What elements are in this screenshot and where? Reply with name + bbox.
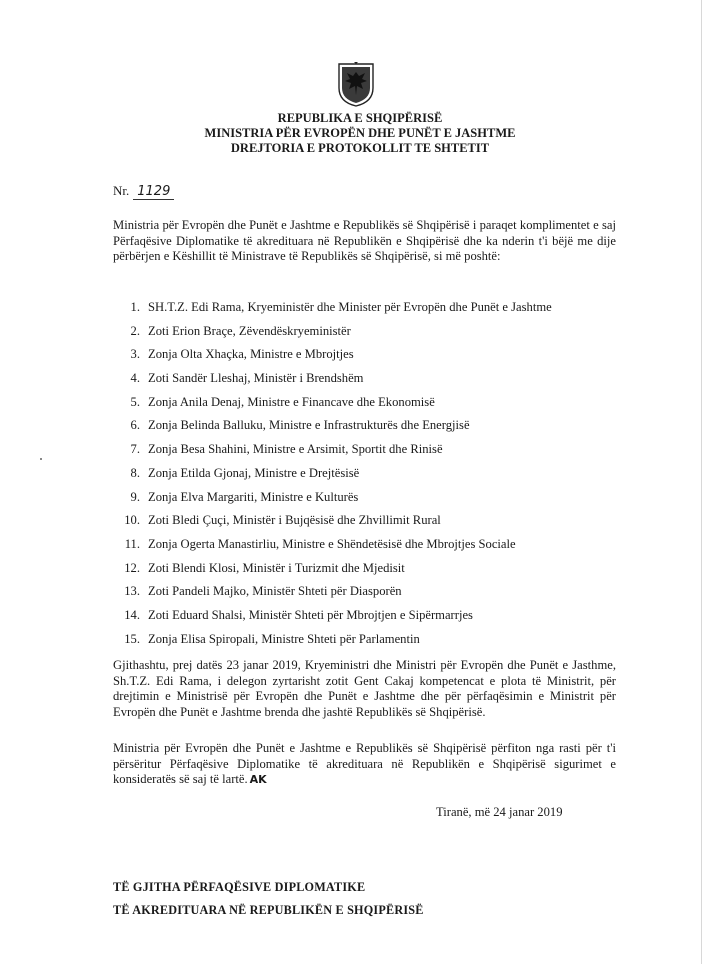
- minister-text: Zoti Erion Braçe, Zëvendëskryeministër: [148, 323, 351, 338]
- minister-item: [113, 583, 633, 607]
- minister-number: 1.: [130, 300, 140, 314]
- minister-number: 8.: [130, 465, 140, 480]
- closing-text: Ministria për Evropën dhe Punët e Jashtme e Republikës së Shqipërisë përfiton nga rasti për t'i përsëritur Përfaqësive Diplomatike të akredituara në Republikën e Shqipërisë sigurimet e konsideratës së saj të lartë.: [113, 741, 616, 786]
- minister-item: [113, 607, 633, 631]
- delegation-paragraph: Gjithashtu, prej datës 23 janar 2019, Kryeministri dhe Ministri për Evropën dhe Punët e Jasthme, Sh.T.Z. Edi Rama, i delegon zyrtarisht zotit Gent Cakaj kompetencat e plota të Ministrit, për drejtimin e Ministrisë për Evropën dhe Punët e Jashtme dhe për përfaqësimin e Ministrit për Evropën dhe Punët e Jashtme brenda dhe jashtë Republikës së Shqipërisë.: [113, 658, 616, 719]
- minister-text: Zonja Elva Margariti, Ministre e Kulturës: [148, 489, 359, 504]
- minister-item: [113, 394, 633, 418]
- scan-speck: [40, 458, 42, 460]
- minister-item: [113, 323, 633, 347]
- minister-item: [113, 370, 633, 394]
- minister-item: [113, 441, 633, 465]
- minister-item: [113, 560, 633, 584]
- document-date: Tiranë, më 24 janar 2019: [436, 805, 563, 819]
- reference-label: Nr.: [113, 183, 130, 198]
- minister-number: 4.: [130, 371, 140, 386]
- minister-number: 5.: [130, 394, 140, 409]
- minister-text: Zonja Olta Xhaçka, Ministre e Mbrojtjes: [148, 347, 354, 362]
- minister-item: [113, 299, 633, 323]
- minister-text: Zonja Ogerta Manastirliu, Ministre e Shëndetësisë dhe Mbrojtjes Sociale: [148, 536, 516, 551]
- minister-number: 10.: [124, 513, 140, 528]
- reference-value: 1129: [133, 184, 174, 200]
- minister-number: 13.: [124, 584, 140, 599]
- minister-text: Zonja Belinda Balluku, Ministre e Infrastrukturës dhe Energjisë: [148, 418, 470, 433]
- minister-number: 2.: [130, 323, 140, 338]
- minister-item: [113, 536, 633, 560]
- addressee-line-1: TË GJITHA PËRFAQËSIVE DIPLOMATIKE: [113, 880, 366, 894]
- minister-text: Zonja Etilda Gjonaj, Ministre e Drejtësisë: [148, 465, 360, 480]
- minister-item: [113, 465, 633, 489]
- header-ministry: MINISTRIA PËR EVROPËN DHE PUNËT E JASHTME: [204, 126, 516, 140]
- header-republic: REPUBLIKA E SHQIPËRISË: [277, 111, 443, 125]
- initials-signature: AK: [249, 773, 267, 786]
- ministers-list: [113, 299, 633, 654]
- closing-paragraph: [113, 741, 616, 788]
- minister-text: Zoti Blendi Klosi, Ministër i Turizmit dhe Mjedisit: [148, 560, 405, 575]
- minister-text: Zoti Pandeli Majko, Ministër Shteti për Diasporën: [148, 584, 402, 599]
- minister-number: 14.: [124, 607, 140, 622]
- reference-number: [113, 183, 174, 199]
- addressee-line-2: TË AKREDITUARA NË REPUBLIKËN E SHQIPËRISË: [113, 903, 424, 917]
- minister-number: 11.: [124, 536, 140, 551]
- minister-text: Zoti Sandër Lleshaj, Ministër i Brendshëm: [148, 371, 364, 386]
- intro-paragraph: Ministria për Evropën dhe Punët e Jashtme e Republikës së Shqipërisë i paraqet komplimentet e saj Përfaqësive Diplomatike të akredituara në Republikën e Shqipërisë dhe ka nderin t'i bëjë me dije përbërjen e Këshillit të Ministrave të Republikës së Shqipërisë, si më poshtë:: [113, 218, 616, 263]
- minister-number: 15.: [124, 631, 140, 646]
- minister-number: 7.: [130, 442, 140, 457]
- minister-number: 12.: [124, 560, 140, 575]
- minister-number: 9.: [130, 489, 140, 504]
- minister-text: Zonja Besa Shahini, Ministre e Arsimit, Sportit dhe Rinisë: [148, 442, 443, 457]
- minister-item: [113, 512, 633, 536]
- minister-text: Zonja Elisa Spiropali, Ministre Shteti për Parlamentin: [148, 631, 420, 646]
- minister-item: [113, 489, 633, 513]
- minister-text: Zoti Bledi Çuçi, Ministër i Bujqësisë dhe Zhvillimit Rural: [148, 513, 441, 528]
- page-edge-divider: [701, 0, 702, 964]
- minister-number: 3.: [130, 347, 140, 362]
- minister-item: [113, 417, 633, 441]
- minister-text: Zoti Eduard Shalsi, Ministër Shteti për Mbrojtjen e Sipërmarrjes: [148, 607, 473, 622]
- minister-item: [113, 346, 633, 370]
- header-directorate: DREJTORIA E PROTOKOLLIT TE SHTETIT: [230, 141, 490, 155]
- minister-text: SH.T.Z. Edi Rama, Kryeministër dhe Minister për Evropën dhe Punët e Jashtme: [148, 300, 552, 314]
- minister-item: [113, 631, 633, 655]
- minister-number: 6.: [130, 418, 140, 433]
- albanian-eagle-emblem-icon: [337, 62, 375, 108]
- minister-text: Zonja Anila Denaj, Ministre e Financave dhe Ekonomisë: [148, 394, 435, 409]
